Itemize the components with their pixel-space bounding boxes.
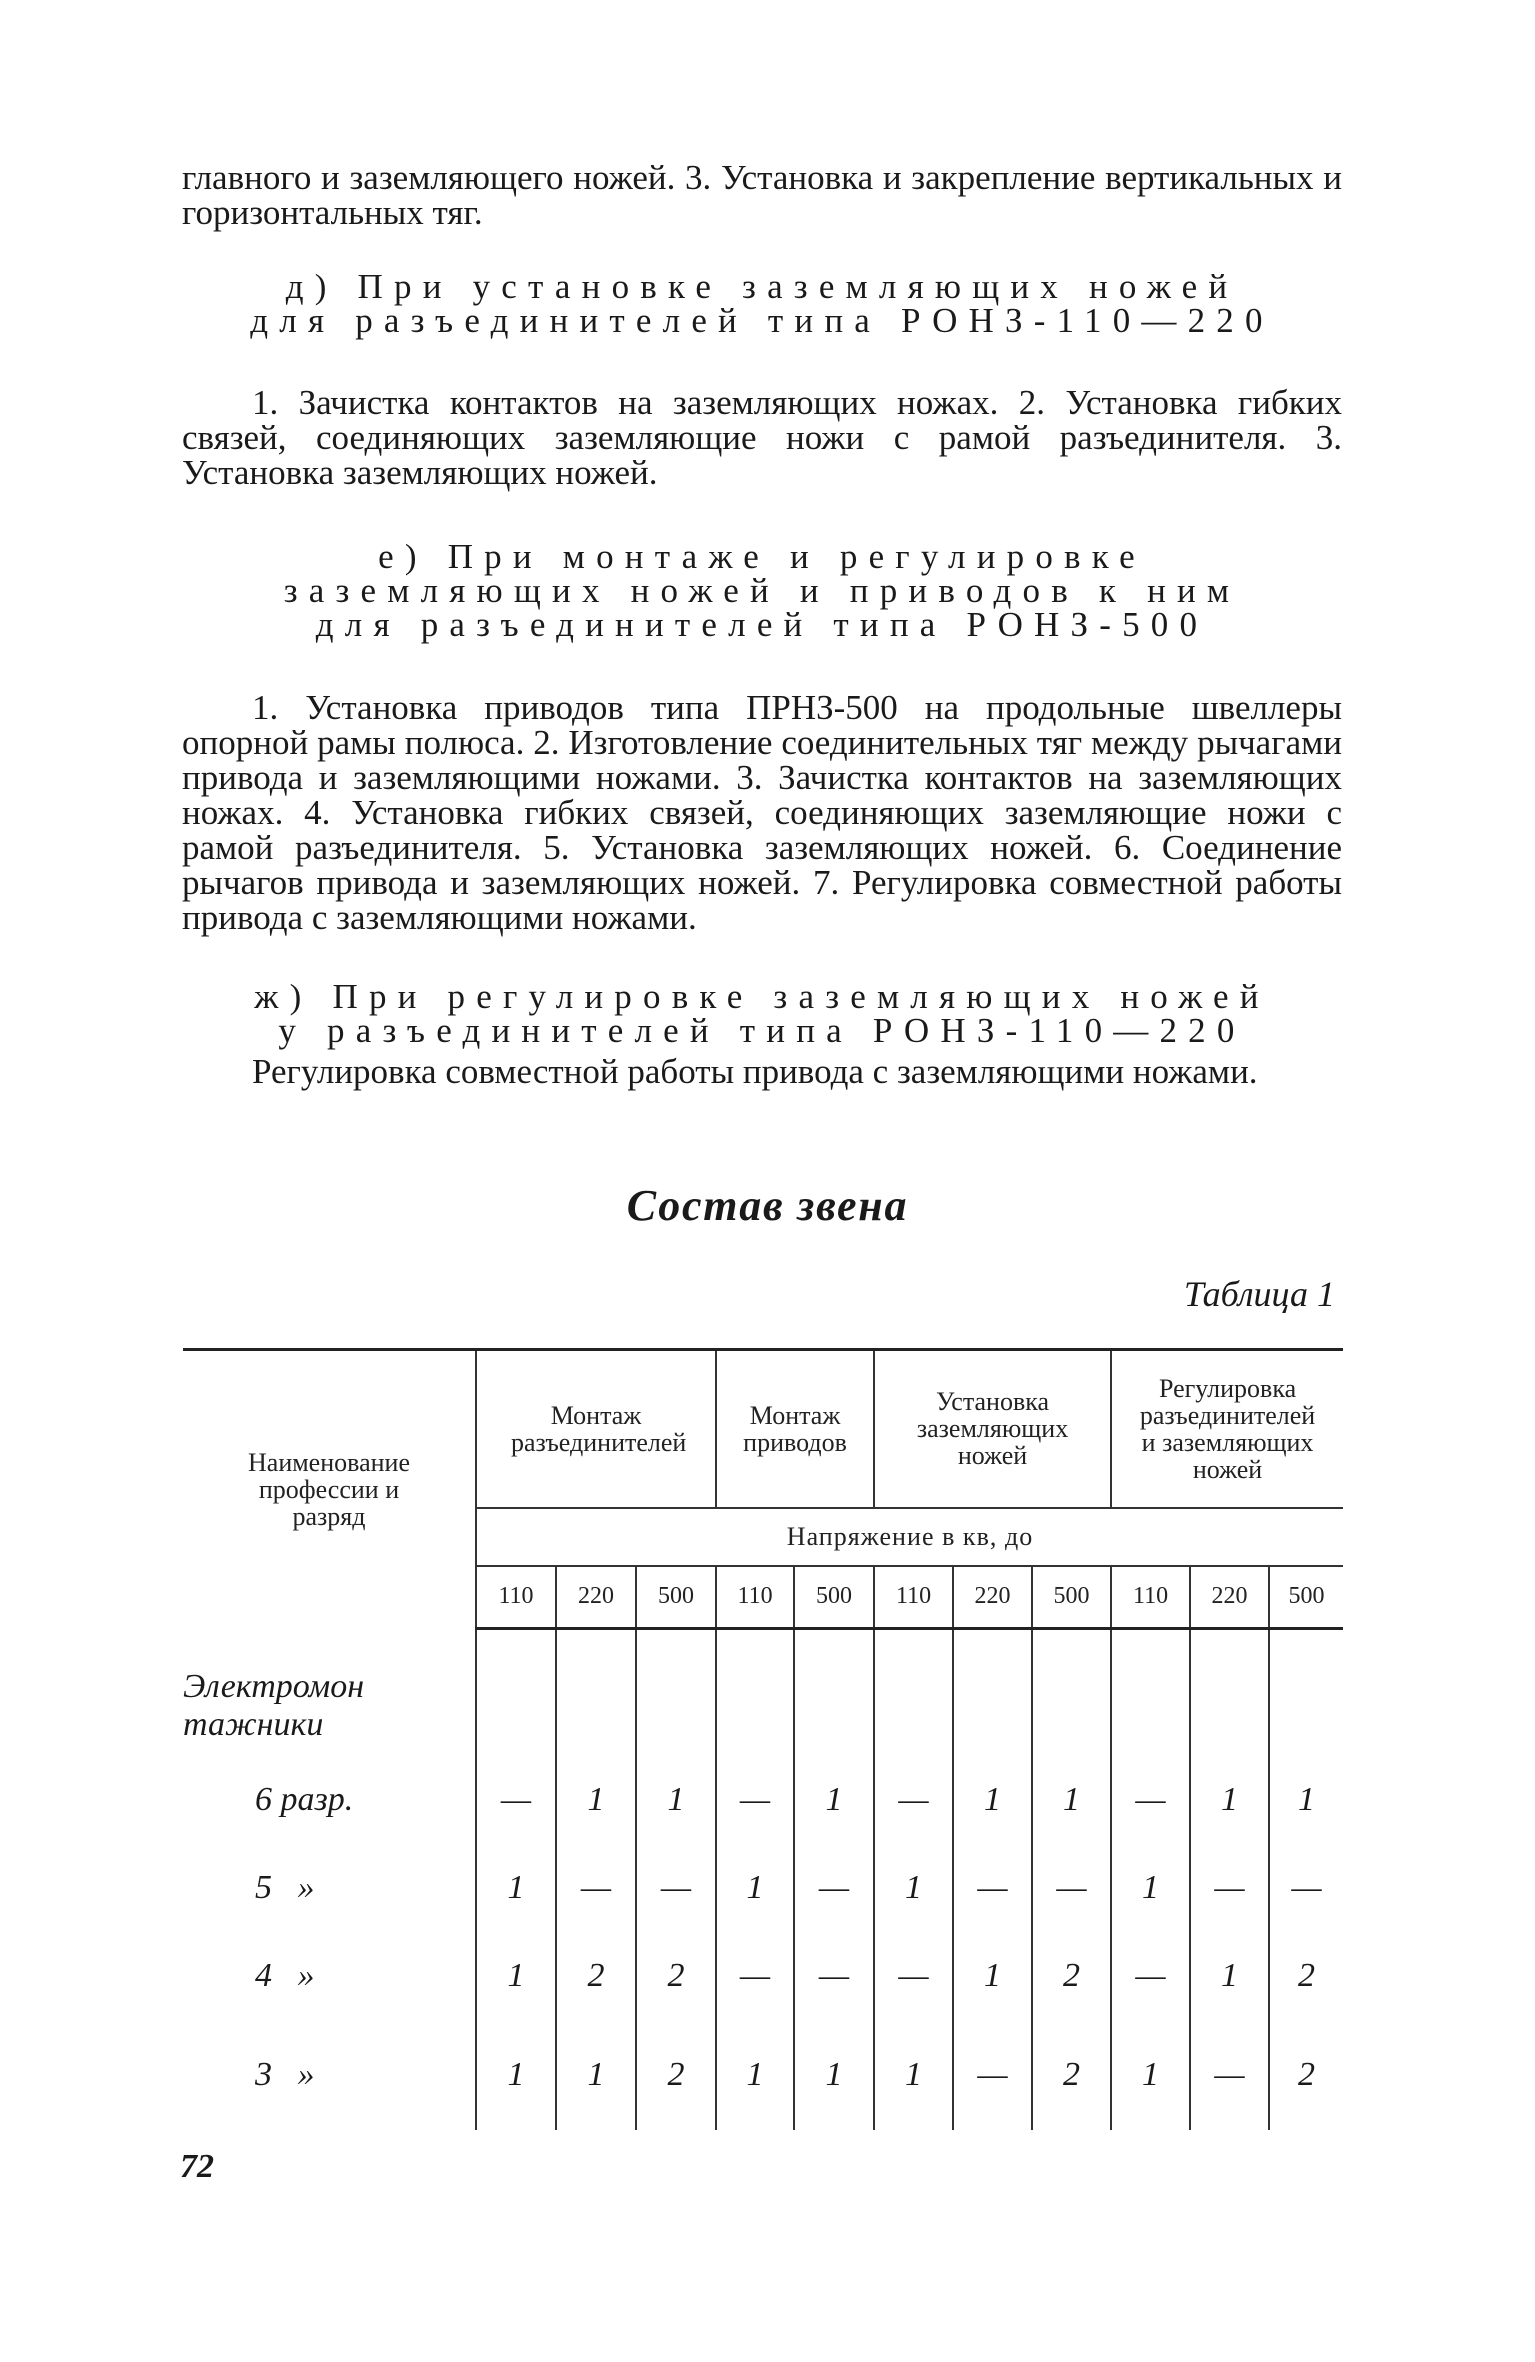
voltage-value: 110 (476, 1566, 556, 1629)
page-number: 72 (180, 2148, 214, 2185)
paragraph-d: 1. Зачистка контактов на заземляющих ножах. 2. Установка гибких связей, соединяющих заземляющие ножи с рамой разъединителя. 3. Установка заземляющих ножей. (182, 383, 1342, 492)
voltage-value: 500 (1032, 1566, 1111, 1629)
table-cell: — (953, 1844, 1032, 1932)
group-header (1111, 1350, 1343, 1508)
crew-table (183, 1348, 1343, 2130)
table-row (183, 2020, 1343, 2130)
table-cell: 2 (1032, 1932, 1111, 2020)
voltage-value: 110 (874, 1566, 953, 1629)
group-header-label: Регулировка разъединителей и заземляющих ножей (1139, 1373, 1316, 1484)
table-cell: — (794, 1932, 874, 2020)
table-cell: — (874, 1932, 953, 2020)
table-cell: 2 (1269, 1932, 1343, 2020)
voltage-value: 110 (716, 1566, 794, 1629)
table-cell: — (716, 1932, 794, 2020)
heading-d (182, 267, 1342, 340)
table-label: Таблица 1 (1183, 1274, 1335, 1314)
row-header-label: Наименование профессии и разряд (248, 1448, 410, 1531)
table-cell: 1 (1111, 1844, 1190, 1932)
voltage-value: 110 (1111, 1566, 1190, 1629)
section-title: Состав звена (626, 1181, 909, 1230)
table-cell: 2 (1032, 2020, 1111, 2130)
heading-zh-line2: у разъединителей типа РОНЗ-110—220 (278, 1011, 1246, 1050)
table-cell: 1 (476, 1932, 556, 2020)
heading-e (182, 537, 1342, 644)
table-cell: 1 (556, 2020, 636, 2130)
table-cell: 1 (953, 1932, 1032, 2020)
table-cell: — (794, 1844, 874, 1932)
category-label (183, 1656, 476, 1756)
table-cell: — (874, 1756, 953, 1844)
table-cell: 2 (556, 1932, 636, 2020)
table-cell: — (953, 2020, 1032, 2130)
rank-label: 3 » (255, 2056, 315, 2093)
table-cell: 1 (953, 1756, 1032, 1844)
table-cell: 1 (1190, 1756, 1269, 1844)
table-row (183, 1932, 1343, 2020)
table-cell: — (556, 1844, 636, 1932)
table-cell: — (1032, 1844, 1111, 1932)
table-row (183, 1756, 1343, 1844)
voltage-value: 220 (556, 1566, 636, 1629)
table-cell: 2 (636, 2020, 716, 2130)
table-cell: 1 (556, 1756, 636, 1844)
category-text: Электромонтажники (183, 1667, 365, 1743)
table-cell: 1 (1032, 1756, 1111, 1844)
group-header-label: Монтаж разъединителей (511, 1400, 687, 1457)
table-cell: — (1269, 1844, 1343, 1932)
table-cell: 2 (636, 1932, 716, 2020)
group-header (716, 1350, 874, 1508)
heading-e-line3: для разъединителей типа РОНЗ-500 (315, 605, 1209, 644)
table-cell: 1 (794, 1756, 874, 1844)
table-cell: 1 (476, 2020, 556, 2130)
table-cell: — (1190, 2020, 1269, 2130)
group-header (874, 1350, 1111, 1508)
voltage-value: 500 (794, 1566, 874, 1629)
group-header (476, 1350, 716, 1508)
heading-e-line2: заземляющих ножей и приводов к ним (283, 571, 1241, 610)
table-cell: — (476, 1756, 556, 1844)
voltage-value: 500 (636, 1566, 716, 1629)
table-cell: — (1190, 1844, 1269, 1932)
table-cell: 1 (716, 1844, 794, 1932)
table-cell: 1 (874, 1844, 953, 1932)
table-cell: 2 (1269, 2020, 1343, 2130)
table-cell: 1 (1111, 2020, 1190, 2130)
heading-e-line1: е) При монтаже и регулировке (378, 537, 1146, 576)
table-cell: — (1111, 1932, 1190, 2020)
rank-label: 6 разр. (255, 1781, 354, 1818)
group-header-label: Установка заземляющих ножей (916, 1387, 1069, 1471)
rank-label: 4 » (255, 1957, 315, 1994)
row-header-cell (183, 1350, 476, 1629)
heading-zh (182, 977, 1342, 1050)
paragraph-zh: Регулировка совместной работы привода с заземляющими ножами. (252, 1052, 1258, 1091)
table-cell: 1 (476, 1844, 556, 1932)
table-cell: 1 (636, 1756, 716, 1844)
table-cell: — (1111, 1756, 1190, 1844)
table-cell: 1 (1269, 1756, 1343, 1844)
heading-d-line2: для разъединителей типа РОНЗ-110—220 (250, 301, 1274, 340)
table-cell: 1 (874, 2020, 953, 2130)
table-row (183, 1844, 1343, 1932)
table-cell: 1 (1190, 1932, 1269, 2020)
paragraph-e: 1. Установка приводов типа ПРНЗ-500 на продольные швеллеры опорной рамы полюса. 2. Изготовление соединительных тяг между рычагами привода и заземляющими ножами. 3. Зачистка контактов на заземляющих ножах. 4. Установка гибких связей, соединяющих заземляющие ножи с рамой разъединителя. 5. Установка заземляющих ножей. 6. Соединение рычагов привода и заземляющих ножей. 7. Регулировка совместной работы привода с заземляющими ножами. (182, 688, 1342, 937)
table-cell: 1 (794, 2020, 874, 2130)
table-cell: — (716, 1756, 794, 1844)
voltage-header: Напряжение в кв, до (476, 1508, 1343, 1566)
group-header-label: Монтаж приводов (743, 1400, 847, 1457)
heading-zh-line1: ж) При регулировке заземляющих ножей (254, 977, 1270, 1016)
paragraph-continuation: главного и заземляющего ножей. 3. Установка и закрепление вертикальных и горизонтальных тяг. (182, 158, 1342, 232)
voltage-value: 220 (1190, 1566, 1269, 1629)
table-cell: — (636, 1844, 716, 1932)
rank-label: 5 » (255, 1869, 315, 1906)
voltage-value: 220 (953, 1566, 1032, 1629)
voltage-value: 500 (1269, 1566, 1343, 1629)
heading-d-line1: д) При установке заземляющих ножей (285, 267, 1239, 306)
table-cell: 1 (716, 2020, 794, 2130)
